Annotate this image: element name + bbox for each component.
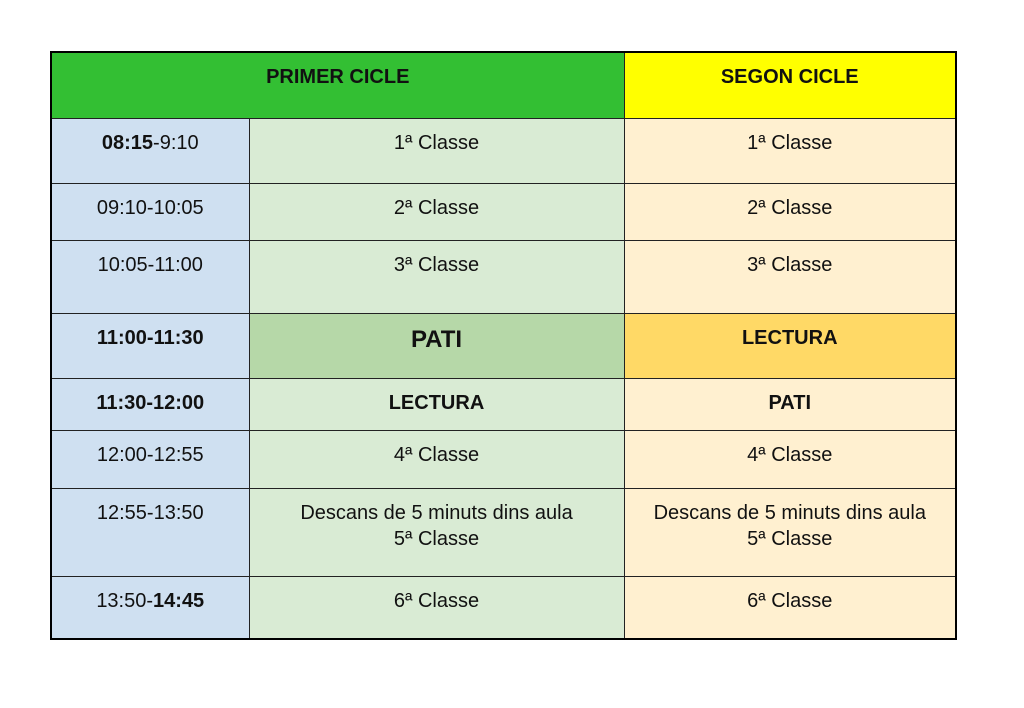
time-cell bbox=[51, 313, 249, 378]
time-end: -9:10 bbox=[153, 131, 199, 154]
second-cycle-label: PATI bbox=[768, 391, 812, 414]
first-cycle-header-label: PRIMER CICLE bbox=[266, 66, 410, 88]
time-label: 11:30-12:00 bbox=[96, 391, 205, 414]
time-start: 13:50- bbox=[96, 589, 154, 612]
first-cycle-label: 6ª Classe bbox=[393, 589, 480, 612]
first-cycle-note: Descans de 5 minuts dins aula bbox=[300, 501, 573, 524]
first-cycle-cell bbox=[249, 183, 624, 240]
second-cycle-label: 2ª Classe bbox=[747, 196, 833, 219]
time-label bbox=[52, 577, 249, 614]
second-cycle-cell bbox=[624, 488, 956, 576]
time-label: 10:05-11:00 bbox=[97, 253, 203, 276]
second-cycle-cell bbox=[624, 240, 956, 313]
second-cycle-cell bbox=[624, 576, 956, 639]
second-cycle-cell bbox=[624, 378, 956, 430]
time-cell bbox=[51, 183, 249, 240]
second-cycle-class: 5ª Classe bbox=[747, 527, 833, 550]
first-cycle-label: 3ª Classe bbox=[393, 253, 480, 276]
time-cell bbox=[51, 118, 249, 183]
time-label: 09:10-10:05 bbox=[96, 196, 204, 219]
time-cell bbox=[51, 240, 249, 313]
header-row bbox=[51, 52, 956, 118]
first-cycle-cell bbox=[249, 576, 624, 639]
first-cycle-label: LECTURA bbox=[388, 391, 485, 414]
first-cycle-cell bbox=[249, 240, 624, 313]
first-cycle-cell bbox=[249, 430, 624, 488]
table-row bbox=[51, 576, 956, 639]
second-cycle-header-label: SEGON CICLE bbox=[720, 66, 859, 88]
second-cycle-cell bbox=[624, 430, 956, 488]
first-cycle-cell bbox=[249, 378, 624, 430]
time-label: 12:55-13:50 bbox=[96, 501, 204, 524]
table-row bbox=[51, 430, 956, 488]
first-cycle-header bbox=[51, 52, 624, 118]
second-cycle-label: 4ª Classe bbox=[747, 443, 833, 466]
first-cycle-label: PATI bbox=[410, 325, 463, 353]
time-label: 11:00-11:30 bbox=[96, 326, 204, 349]
first-cycle-cell bbox=[249, 118, 624, 183]
second-cycle-label: LECTURA bbox=[741, 326, 838, 349]
second-cycle-label bbox=[625, 489, 956, 552]
table-row bbox=[51, 378, 956, 430]
second-cycle-label: 1ª Classe bbox=[747, 131, 833, 154]
first-cycle-label bbox=[250, 489, 624, 552]
time-end: 14:45 bbox=[153, 589, 205, 612]
first-cycle-break-cell bbox=[249, 313, 624, 378]
table-row bbox=[51, 183, 956, 240]
time-start: 08:15 bbox=[101, 131, 154, 154]
time-cell bbox=[51, 430, 249, 488]
second-cycle-note: Descans de 5 minuts dins aula bbox=[653, 501, 926, 524]
schedule-table bbox=[50, 51, 957, 640]
first-cycle-class: 5ª Classe bbox=[393, 527, 480, 550]
table-row bbox=[51, 240, 956, 313]
time-label: 12:00-12:55 bbox=[96, 443, 204, 466]
time-cell bbox=[51, 378, 249, 430]
second-cycle-label: 3ª Classe bbox=[747, 253, 833, 276]
first-cycle-label: 1ª Classe bbox=[393, 131, 480, 154]
second-cycle-cell bbox=[624, 118, 956, 183]
second-cycle-header bbox=[624, 52, 956, 118]
time-cell bbox=[51, 488, 249, 576]
time-cell bbox=[51, 576, 249, 639]
table-row bbox=[51, 488, 956, 576]
second-cycle-break-cell bbox=[624, 313, 956, 378]
table-row bbox=[51, 313, 956, 378]
second-cycle-label: 6ª Classe bbox=[747, 589, 833, 612]
time-label bbox=[52, 119, 249, 156]
first-cycle-cell bbox=[249, 488, 624, 576]
second-cycle-cell bbox=[624, 183, 956, 240]
first-cycle-label: 2ª Classe bbox=[393, 196, 480, 219]
first-cycle-label: 4ª Classe bbox=[393, 443, 480, 466]
table-row bbox=[51, 118, 956, 183]
